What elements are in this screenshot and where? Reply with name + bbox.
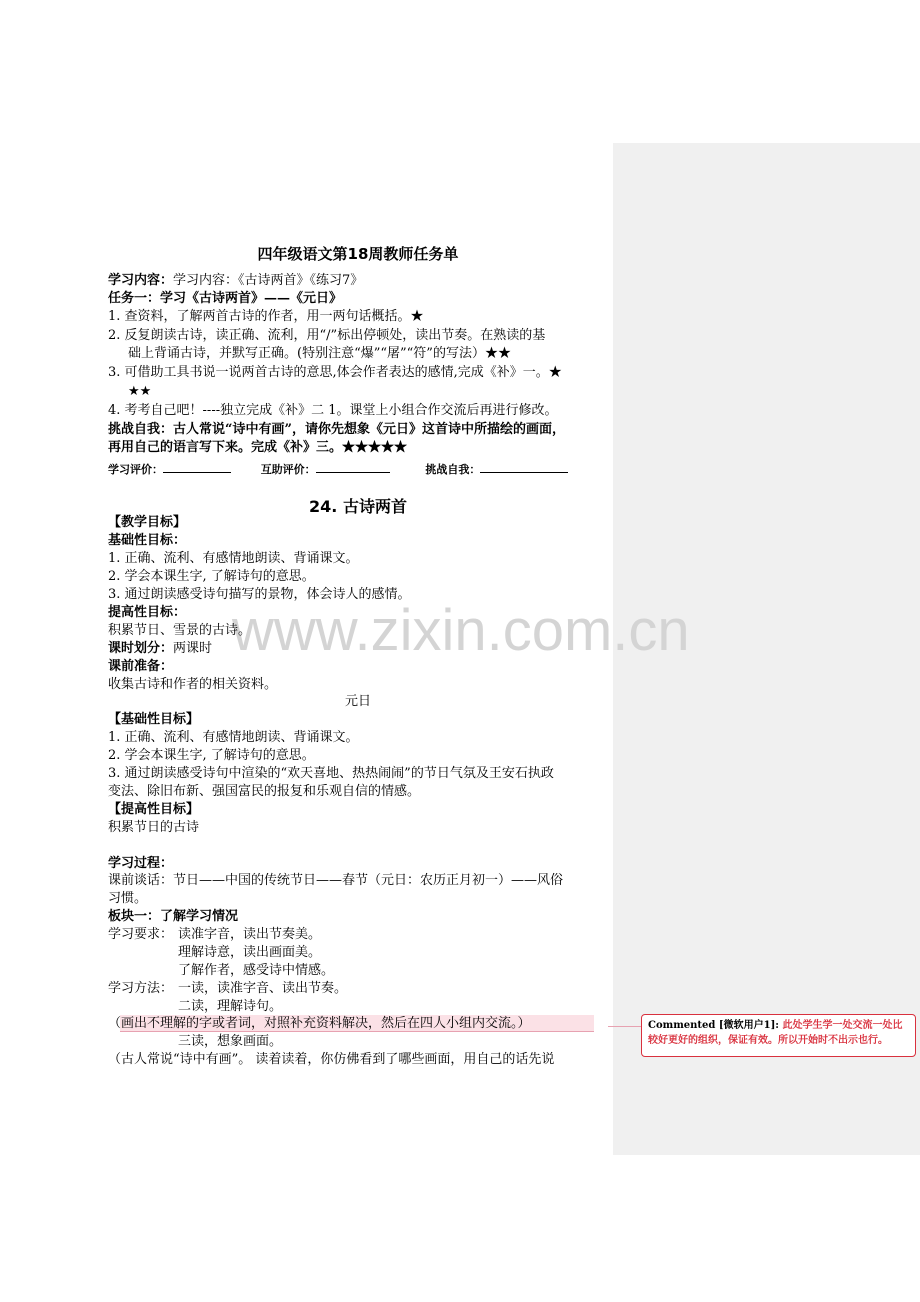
requirement-item: 了解作者，感受诗中情感。	[178, 963, 335, 978]
task1-heading: 任务一：学习《古诗两首》——《元日》	[108, 291, 343, 306]
intro-line: 课前谈话：节日——中国的传统节日——春节（元日：农历正月初一）——风俗	[108, 873, 564, 888]
method-item: 一读，读准字音、读出节奏。	[178, 981, 348, 996]
advanced-goals-label: 提高性目标：	[108, 605, 187, 620]
content-label: 学习内容：	[108, 273, 174, 288]
advanced-goals-text: 积累节日、雪景的古诗。	[108, 623, 252, 638]
lesson-title: 24. 古诗两首	[309, 497, 407, 516]
evaluation-row	[108, 460, 568, 479]
poem-advanced-text: 积累节日的古诗	[108, 820, 200, 835]
self-eval-blank[interactable]	[163, 460, 231, 473]
goal-item: 2. 学会本课生字, 了解诗句的意思。	[108, 569, 315, 584]
poem-goal-item: 3. 通过朗读感受诗句中渲染的“欢天喜地、热热闹闹”的节日气氛及王安石执政	[108, 766, 554, 781]
content-line	[108, 272, 363, 290]
comment-connector	[608, 1026, 642, 1027]
task-item: 3. 可借助工具书说一说两首古诗的意思,体会作者表达的感情,完成《补》一。★	[108, 365, 562, 380]
process-label: 学习过程：	[108, 856, 174, 871]
method-item: 二读，理解诗句。	[178, 999, 283, 1014]
goal-item: 1. 正确、流利、有感情地朗读、背诵课文。	[108, 551, 359, 566]
task-item: 1. 查资料，了解两首古诗的作者，用一两句话概括。★	[108, 309, 424, 324]
challenge-eval-label: 挑战自我：	[425, 463, 481, 476]
goal-item: 3. 通过朗读感受诗句描写的景物，体会诗人的感情。	[108, 587, 411, 602]
task-item: 础上背诵古诗，并默写正确。(特别注意“爆”“屠”“符”的写法）★★	[128, 346, 511, 361]
challenge-line: 再用自己的语言写下来。完成《补》三。★★★★★	[108, 440, 408, 455]
content-value: 学习内容：《古诗两首》《练习7》	[173, 273, 364, 288]
task-item: 2. 反复朗读古诗，读正确、流利，用“/”标出停顿处，读出节奏。在熟读的基	[108, 328, 546, 343]
section1-heading: 板块一：了解学习情况	[108, 909, 239, 924]
challenge-line: 挑战自我：古人常说“诗中有画”，请你先想象《元日》这首诗中所描绘的画面，	[108, 422, 565, 437]
task-item: ★★	[128, 384, 152, 399]
poem-goal-item: 变法、除旧布新、强国富民的报复和乐观自信的情感。	[108, 784, 421, 799]
task-sheet-title: 四年级语文第18周教师任务单	[257, 245, 459, 263]
method-item: 三读，想象画面。	[178, 1034, 283, 1049]
intro-line: 习惯。	[108, 891, 148, 906]
last-line: （古人常说“诗中有画”。 读着读着，你仿佛看到了哪些画面，用自己的话先说	[108, 1052, 555, 1067]
prep-label: 课前准备：	[108, 659, 174, 674]
comment-margin-pane	[613, 143, 920, 1155]
watermark: www.zixin.com.cn	[232, 598, 690, 663]
poem-goal-item: 2. 学会本课生字, 了解诗句的意思。	[108, 748, 315, 763]
comment-text-line1: 此处学生学一处交流一处比	[782, 1020, 903, 1031]
poem-basic-heading: 【基础性目标】	[108, 712, 200, 727]
peer-eval-blank[interactable]	[316, 460, 390, 473]
comment-author-label: Commented [微软用户1]:	[648, 1020, 779, 1031]
requirements-label: 学习要求：	[108, 927, 174, 942]
schedule-value: 两课时	[173, 641, 213, 656]
peer-eval-label: 互助评价：	[260, 463, 316, 476]
prep-text: 收集古诗和作者的相关资料。	[108, 677, 278, 692]
self-eval-label: 学习评价：	[108, 463, 163, 476]
poem-goal-item: 1. 正确、流利、有感情地朗读、背诵课文。	[108, 730, 359, 745]
comment-balloon[interactable]	[641, 1014, 916, 1057]
methods-label: 学习方法：	[108, 981, 174, 996]
comment-text-line2: 较好更好的组织，保证有效。所以开始时不出示也行。	[648, 1035, 888, 1046]
poem-advanced-heading: 【提高性目标】	[108, 802, 200, 817]
highlighted-text[interactable]: （画出不理解的字或者词，对照补充资料解决，然后在四人小组内交流。）	[108, 1016, 531, 1031]
schedule-label: 课时划分：	[108, 641, 174, 656]
schedule-line	[108, 640, 212, 658]
teaching-goals-heading: 【教学目标】	[108, 515, 187, 530]
challenge-eval-blank[interactable]	[480, 460, 568, 473]
requirement-item: 读准字音，读出节奏美。	[178, 927, 322, 942]
requirement-item: 理解诗意，读出画面美。	[178, 945, 322, 960]
task-item: 4. 考考自己吧！----独立完成《补》二 1。课堂上小组合作交流后再进行修改。	[108, 403, 558, 418]
poem-title: 元日	[344, 694, 371, 709]
basic-goals-label: 基础性目标：	[108, 533, 187, 548]
